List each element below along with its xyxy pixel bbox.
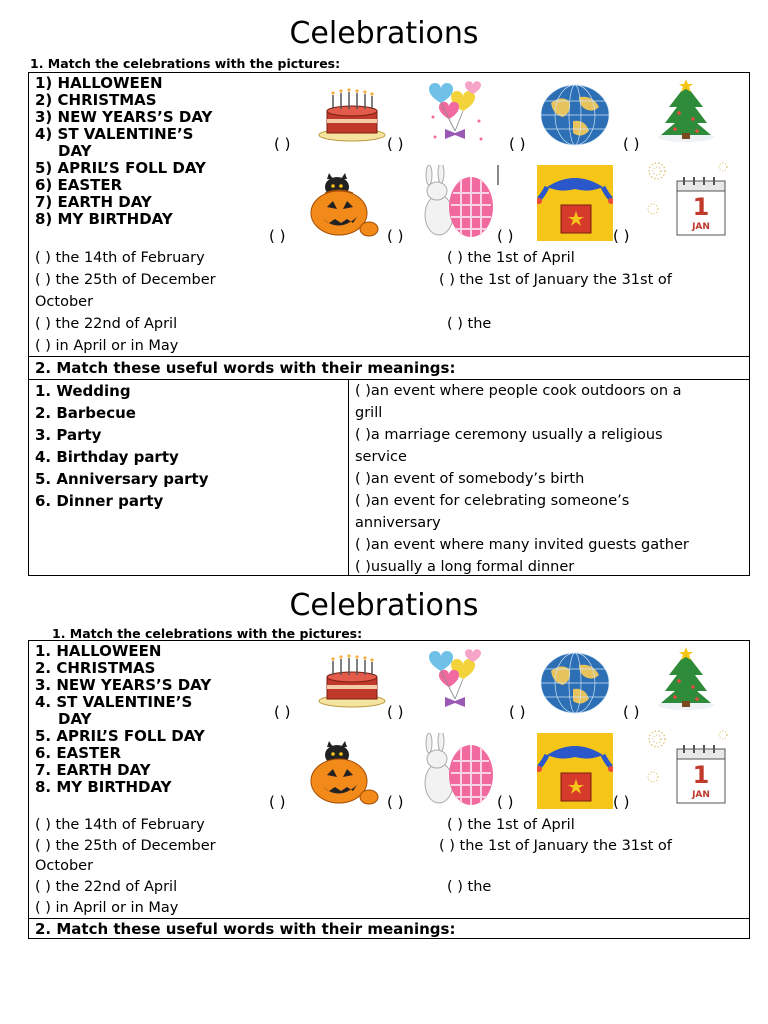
date-option: ( ) the 22nd of April	[35, 316, 178, 332]
list-item: 3. Party	[35, 426, 102, 444]
answer-blank[interactable]: ( )	[387, 227, 404, 245]
list-item: ( )a marriage ceremony usually a religious	[355, 427, 663, 443]
match-pictures-box	[28, 72, 750, 576]
list-item: 1. Wedding	[35, 382, 131, 400]
list-item: ( )an event for celebrating someone’s	[355, 493, 630, 509]
answer-blank[interactable]: ( )	[269, 227, 286, 245]
list-item: 1. HALLOWEEN	[35, 642, 162, 660]
list-item: ( )an event where people cook outdoors on a	[355, 383, 682, 399]
date-option: ( ) the 14th of February	[35, 250, 205, 266]
cake-icon	[317, 653, 387, 709]
cake-icon	[317, 87, 387, 143]
globe-icon	[539, 651, 611, 715]
column-divider	[348, 379, 349, 576]
answer-blank[interactable]: ( )	[509, 135, 526, 153]
answer-blank[interactable]: ( )	[274, 135, 291, 153]
pumpkin-cat-icon	[309, 173, 379, 239]
date-option: ( ) in April or in May	[35, 900, 179, 916]
list-item: 2. Barbecue	[35, 404, 136, 422]
divider	[29, 918, 749, 919]
calendar-number: 1	[692, 193, 710, 221]
list-item: DAY	[58, 710, 92, 728]
calendar-month: JAN	[692, 222, 710, 232]
calendar-number: 1	[692, 761, 710, 789]
answer-blank[interactable]: ( )	[387, 793, 404, 811]
celebration-list	[35, 643, 211, 796]
meaning-list	[355, 380, 689, 578]
match-pictures-box	[28, 640, 750, 939]
list-item: 8) MY BIRTHDAY	[35, 210, 173, 228]
easter-bunny-egg-icon	[421, 733, 499, 809]
list-item: 3. NEW YEARS’S DAY	[35, 676, 212, 694]
date-option: ( ) the 1st of January the 31st of	[439, 272, 672, 288]
section-2-title: 2. Match these useful words with their meanings:	[35, 359, 456, 377]
list-item: 6. Dinner party	[35, 492, 164, 510]
list-item: 6. EASTER	[35, 744, 122, 762]
list-item: 5) APRIL’S FOLL DAY	[35, 159, 206, 177]
christmas-tree-icon	[655, 647, 717, 711]
answer-blank[interactable]: ( )	[387, 135, 404, 153]
list-item: 4. ST VALENTINE’S	[35, 693, 193, 711]
list-item: 7) EARTH DAY	[35, 193, 152, 211]
list-item: 8. MY BIRTHDAY	[35, 778, 172, 796]
date-option: October	[35, 858, 94, 874]
date-option: ( ) the	[447, 316, 492, 332]
heart-balloons-icon	[427, 77, 487, 147]
celebration-list	[35, 75, 212, 228]
list-item: 4. Birthday party	[35, 448, 179, 466]
divider	[29, 356, 749, 357]
date-option: ( ) the 25th of December	[35, 272, 216, 288]
word-list	[35, 380, 208, 512]
list-item: 2. CHRISTMAS	[35, 659, 156, 677]
date-option: October	[35, 294, 94, 310]
instruction-1: 1. Match the celebrations with the pictures:	[30, 56, 341, 71]
date-option: ( ) the	[447, 879, 492, 895]
instruction-1: 1. Match the celebrations with the pictures:	[52, 626, 363, 641]
section-2-title: 2. Match these useful words with their meanings:	[35, 920, 456, 938]
heart-balloons-icon	[427, 645, 487, 715]
date-option: ( ) the 22nd of April	[35, 879, 178, 895]
answer-blank[interactable]: ( )	[623, 703, 640, 721]
answer-blank[interactable]: ( )	[613, 227, 630, 245]
list-item: grill	[355, 405, 383, 421]
globe-icon	[539, 83, 611, 147]
answer-blank[interactable]: ( )	[509, 703, 526, 721]
list-item: 6) EASTER	[35, 176, 123, 194]
date-option: ( ) the 25th of December	[35, 838, 216, 854]
list-item: anniversary	[355, 515, 441, 531]
list-item: service	[355, 449, 407, 465]
list-item: 4) ST VALENTINE’S	[35, 125, 194, 143]
calendar-fireworks-icon	[643, 725, 729, 811]
calendar-month: JAN	[692, 790, 710, 800]
date-option: ( ) in April or in May	[35, 338, 179, 354]
easter-bunny-egg-icon	[421, 165, 499, 241]
list-item: 7. EARTH DAY	[35, 761, 151, 779]
jester-hat-box-icon	[537, 165, 613, 241]
answer-blank[interactable]: ( )	[387, 703, 404, 721]
answer-blank[interactable]: ( )	[269, 793, 286, 811]
calendar-fireworks-icon	[643, 157, 729, 243]
list-item: 5. Anniversary party	[35, 470, 209, 488]
list-item: ( )an event where many invited guests gather	[355, 537, 689, 553]
date-option: ( ) the 14th of February	[35, 817, 205, 833]
list-item: 5. APRIL’S FOLL DAY	[35, 727, 205, 745]
list-item: 3) NEW YEARS’S DAY	[35, 108, 213, 126]
list-item: ( )an event of somebody’s birth	[355, 471, 585, 487]
answer-blank[interactable]: ( )	[613, 793, 630, 811]
list-item: DAY	[58, 142, 92, 160]
worksheet-title: Celebrations	[289, 588, 479, 623]
list-item: 2) CHRISTMAS	[35, 91, 157, 109]
answer-blank[interactable]: ( )	[623, 135, 640, 153]
date-option: ( ) the 1st of January the 31st of	[439, 838, 672, 854]
date-option: ( ) the 1st of April	[447, 250, 575, 266]
list-item: ( )usually a long formal dinner	[355, 559, 575, 575]
pumpkin-cat-icon	[309, 741, 379, 807]
worksheet-2	[0, 572, 768, 1024]
date-option: ( ) the 1st of April	[447, 817, 575, 833]
answer-blank[interactable]: ( )	[497, 227, 514, 245]
worksheet-title: Celebrations	[289, 16, 479, 51]
answer-blank[interactable]: ( )	[274, 703, 291, 721]
jester-hat-box-icon	[537, 733, 613, 809]
list-item: 1) HALLOWEEN	[35, 74, 163, 92]
answer-blank[interactable]: ( )	[497, 793, 514, 811]
christmas-tree-icon	[655, 79, 717, 143]
